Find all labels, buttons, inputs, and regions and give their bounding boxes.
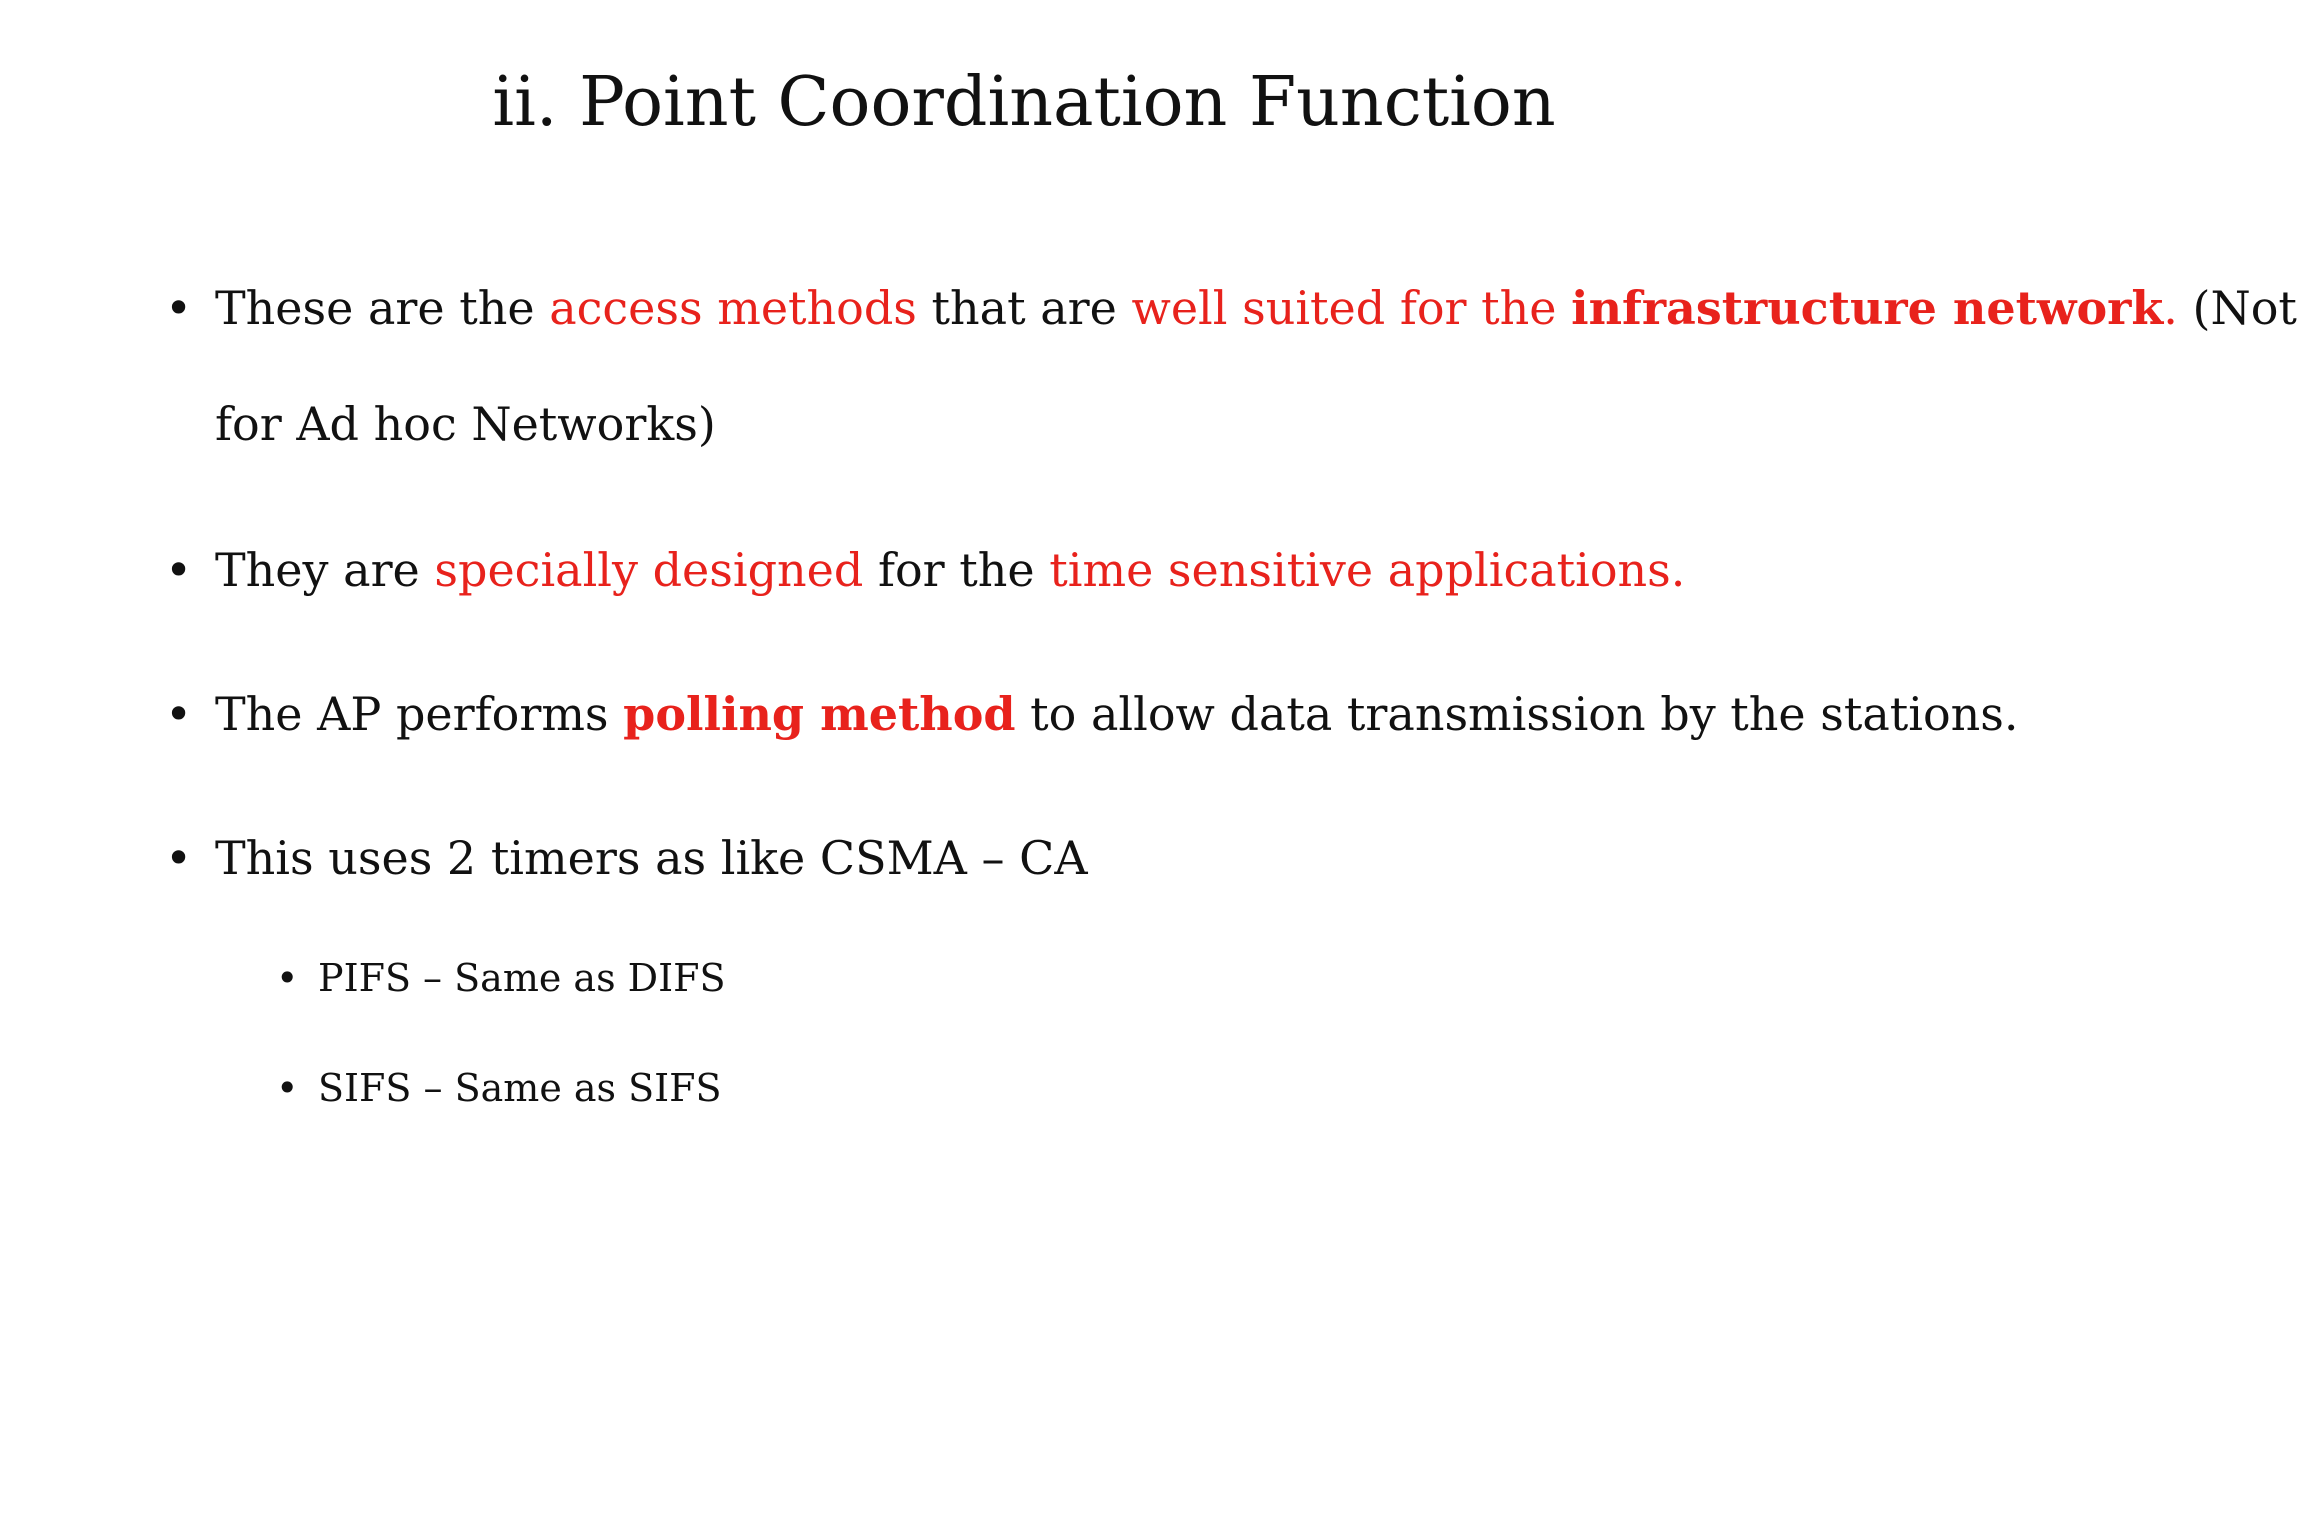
bullet-dot: • xyxy=(165,687,193,741)
bullet-text: to allow data transmission by the stations. xyxy=(1015,687,2019,741)
bullet-dot: • xyxy=(165,543,193,597)
sub-bullet-dot: • xyxy=(276,956,299,1000)
highlight-specially-designed: specially designed xyxy=(434,543,864,597)
sub-bullet-sifs xyxy=(276,1063,722,1113)
bullet-text: (Not xyxy=(2177,281,2297,335)
sub-bullet-text: SIFS – Same as SIFS xyxy=(318,1066,722,1110)
bullet-dot: • xyxy=(165,281,193,335)
highlight-well-suited: well suited for the xyxy=(1131,281,1572,335)
sub-bullet-pifs xyxy=(276,953,726,1003)
highlight-infrastructure-network: infrastructure network xyxy=(1571,281,2164,335)
bullet-text: They are xyxy=(215,543,435,597)
bullet-text: This uses 2 timers as like CSMA – CA xyxy=(215,831,1088,885)
sub-bullet-dot: • xyxy=(276,1066,299,1110)
highlight-time-sensitive: time sensitive applications. xyxy=(1049,543,1686,597)
slide-title: ii. Point Coordination Function xyxy=(492,63,1556,142)
bullet-item-polling xyxy=(165,656,2019,772)
highlight-access-methods: access methods xyxy=(549,281,917,335)
bullet-dot: • xyxy=(165,831,193,885)
bullet-text: for the xyxy=(863,543,1050,597)
highlight-polling-method: polling method xyxy=(623,687,1016,741)
highlight-period: . xyxy=(2163,281,2178,335)
bullet-item-infrastructure xyxy=(165,250,2297,482)
bullet-item-timers xyxy=(165,800,1088,916)
bullet-text: that are xyxy=(916,281,1132,335)
bullet-text: These are the xyxy=(215,281,550,335)
bullet-item-time-sensitive xyxy=(165,512,1686,628)
sub-bullet-text: PIFS – Same as DIFS xyxy=(318,956,726,1000)
bullet-text-continuation: for Ad hoc Networks) xyxy=(215,397,716,451)
bullet-text: The AP performs xyxy=(215,687,624,741)
